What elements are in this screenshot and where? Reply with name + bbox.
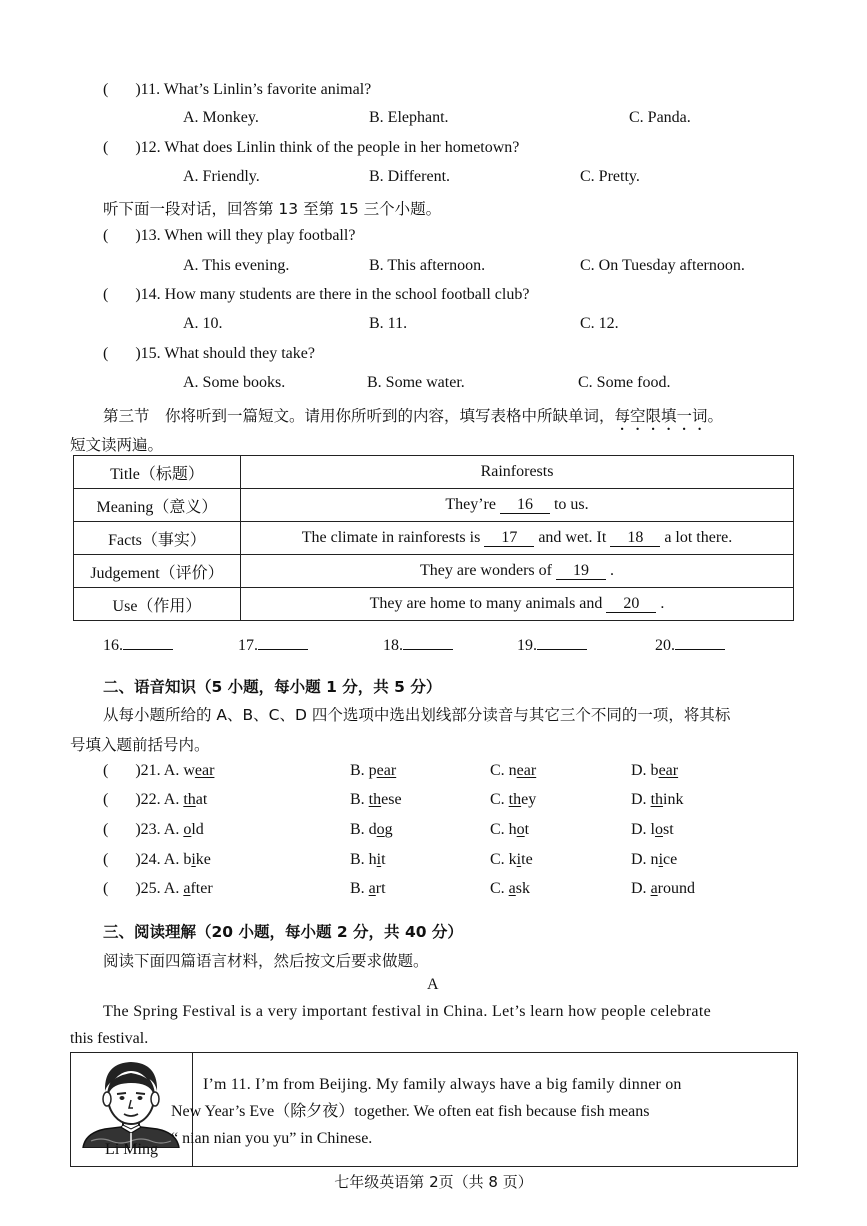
option-underlined: th <box>368 791 382 808</box>
answer-19[interactable] <box>517 637 587 655</box>
blank-17[interactable]: 17 <box>484 530 534 547</box>
question-number: )24. A. <box>135 851 184 868</box>
option-pre: B. d <box>350 821 377 838</box>
text: . <box>609 562 614 579</box>
option-underlined: a <box>368 880 376 897</box>
phonetics-question <box>103 851 211 869</box>
option-d[interactable] <box>631 762 678 780</box>
option-a-post: fter <box>190 880 213 897</box>
option-pre: C. k <box>490 851 517 868</box>
option-post: round <box>657 880 695 897</box>
option-b[interactable]: B. This afternoon. <box>369 257 486 274</box>
answer-number: 20. <box>655 637 675 654</box>
option-pre: B. h <box>350 851 377 868</box>
option-a-underlined: i <box>191 851 196 868</box>
table-row <box>74 456 794 489</box>
table-row <box>74 588 794 621</box>
option-a-underlined: th <box>183 791 196 808</box>
option-c[interactable] <box>490 762 536 780</box>
option-d[interactable] <box>631 821 674 839</box>
option-a[interactable]: A. Some books. <box>183 374 286 391</box>
reading-instruction: 阅读下面四篇语言材料，然后按文后要求做题。 <box>103 952 429 970</box>
option-post: t <box>381 851 386 868</box>
answer-paren[interactable]: ( <box>103 286 109 303</box>
answer-paren[interactable]: ( <box>103 81 109 98</box>
question-number: )22. A. <box>135 791 184 808</box>
row-value <box>241 588 794 621</box>
option-post: sk <box>515 880 531 897</box>
answer-number: 17. <box>238 637 258 654</box>
blank-18[interactable]: 18 <box>610 530 660 547</box>
row-value <box>241 522 794 555</box>
option-underlined: i <box>376 851 382 868</box>
question-11 <box>103 81 371 99</box>
option-underlined: a <box>508 880 516 897</box>
question-text: )11. What’s Linlin’s favorite animal? <box>135 81 372 98</box>
option-c[interactable] <box>490 791 536 809</box>
option-a[interactable]: A. Friendly. <box>183 168 260 185</box>
option-underlined: i <box>658 851 664 868</box>
phonetics-instruction: 从每小题所给的 A、B、C、D 四个选项中选出划线部分读音与其它三个不同的一项，将其标 <box>103 706 731 724</box>
option-pre: C. h <box>490 821 517 838</box>
option-a[interactable]: A. Monkey. <box>183 109 259 126</box>
phonetics-question <box>103 762 214 780</box>
option-d[interactable] <box>631 880 695 898</box>
section3-instruction-2: 短文读两遍。 <box>70 436 164 454</box>
option-d[interactable] <box>631 791 683 809</box>
option-underlined: th <box>508 791 522 808</box>
option-underlined: th <box>650 791 664 808</box>
rainforest-table <box>73 455 794 621</box>
row-value <box>241 555 794 588</box>
blank-20[interactable]: 20 <box>606 596 656 613</box>
option-post: ese <box>381 791 402 808</box>
row-label: Judgement（评价） <box>74 555 241 588</box>
option-b[interactable]: B. 11. <box>369 315 408 332</box>
answer-paren[interactable]: ( <box>103 762 109 779</box>
profile-card <box>70 1052 798 1167</box>
option-a-post: at <box>195 791 208 808</box>
option-a-post: ke <box>195 851 211 868</box>
option-c[interactable]: C. Pretty. <box>580 168 640 185</box>
option-underlined: a <box>650 880 658 897</box>
blank-19[interactable]: 19 <box>556 563 606 580</box>
section3-text: 第三节 你将听到一篇短文。请用你所听到的内容，填写表格中所缺单词， <box>103 407 615 425</box>
text: The climate in rainforests is <box>301 529 481 546</box>
section3-instruction <box>103 404 723 434</box>
text: and wet. It <box>538 529 607 546</box>
phonetics-question <box>103 791 207 809</box>
option-a-underlined: a <box>183 880 191 897</box>
option-pre: D. l <box>631 821 655 838</box>
text: They are wonders of <box>420 562 552 579</box>
question-text: )14. How many students are there in the school football club? <box>135 286 530 303</box>
passage-letter: A <box>427 976 439 993</box>
text: They’re <box>445 496 496 513</box>
answer-paren[interactable]: ( <box>103 791 109 808</box>
answer-number: 16. <box>103 637 123 654</box>
blank-16[interactable]: 16 <box>500 497 550 514</box>
option-b[interactable] <box>350 762 396 780</box>
option-pre: B. <box>350 880 369 897</box>
answer-18[interactable] <box>383 637 453 655</box>
option-b[interactable]: B. Different. <box>369 168 451 185</box>
option-pre: D. <box>631 880 651 897</box>
option-b[interactable] <box>350 851 386 869</box>
question-number: )21. A. <box>135 762 184 779</box>
option-b[interactable] <box>350 880 386 898</box>
option-pre: C. <box>490 880 509 897</box>
option-c[interactable]: C. On Tuesday afternoon. <box>580 257 745 274</box>
option-d[interactable] <box>631 851 677 869</box>
table-row <box>74 522 794 555</box>
option-c[interactable]: C. Some food. <box>578 374 671 391</box>
option-post: g <box>384 821 393 838</box>
profile-line: I’m 11. I’m from Beijing. My family always have a big family dinner on <box>203 1076 682 1093</box>
answer-paren[interactable]: ( <box>103 851 109 868</box>
text: They are home to many animals and <box>369 595 603 612</box>
row-label: Meaning（意义） <box>74 489 241 522</box>
option-underlined: ear <box>516 762 537 779</box>
option-c[interactable] <box>490 851 533 869</box>
answer-20[interactable] <box>655 637 725 655</box>
section3-end: 。 <box>707 407 724 425</box>
phonetics-question <box>103 880 213 898</box>
option-a[interactable]: A. 10. <box>183 315 223 332</box>
text: a lot there. <box>664 529 733 546</box>
answer-paren[interactable]: ( <box>103 345 109 362</box>
option-a-underlined: o <box>183 821 192 838</box>
passage-intro: The Spring Festival is a very important festival in China. Let’s learn how people celebrate <box>103 1003 712 1020</box>
question-text: )13. When will they play football? <box>135 227 356 244</box>
answer-number: 18. <box>383 637 403 654</box>
answer-17[interactable] <box>238 637 308 655</box>
option-post: st <box>663 821 674 838</box>
question-14 <box>103 286 529 304</box>
option-underlined: ear <box>376 762 397 779</box>
question-text: )15. What should they take? <box>135 345 315 362</box>
option-underlined: o <box>376 821 385 838</box>
option-post: t <box>524 821 530 838</box>
option-a[interactable]: A. This evening. <box>183 257 290 274</box>
option-underlined: o <box>655 821 663 838</box>
option-b[interactable] <box>350 821 393 839</box>
option-pre: B. p <box>350 762 377 779</box>
text: to us. <box>553 496 589 513</box>
option-b[interactable] <box>350 791 402 809</box>
page-footer: 七年级英语第 2页（共 8 页） <box>334 1173 533 1191</box>
profile-text <box>171 1071 789 1152</box>
row-value: Rainforests <box>241 456 794 489</box>
option-post: ey <box>521 791 537 808</box>
phonetics-instruction-2: 号填入题前括号内。 <box>70 736 210 754</box>
option-c[interactable] <box>490 821 529 839</box>
profile-line: New Year’s Eve（除夕夜）together. We often eat fish because fish means <box>171 1103 650 1120</box>
option-pre: B. <box>350 791 369 808</box>
dialog-instruction: 听下面一段对话，回答第 13 至第 15 三个小题。 <box>103 200 442 218</box>
section3-emphasis: 每空限填一词 <box>614 407 708 425</box>
option-pre: C. n <box>490 762 517 779</box>
question-text: )12. What does Linlin think of the people in her hometown? <box>135 139 520 156</box>
table-row <box>74 489 794 522</box>
answer-number: 19. <box>517 637 537 654</box>
option-a-pre: b <box>183 851 192 868</box>
question-12 <box>103 139 519 157</box>
profile-line: “ nian nian you yu” in Chinese. <box>171 1130 373 1147</box>
option-pre: D. b <box>631 762 659 779</box>
option-a-post: ld <box>191 821 204 838</box>
option-pre: C. <box>490 791 509 808</box>
question-number: )23. A. <box>135 821 184 838</box>
answer-paren[interactable]: ( <box>103 139 109 156</box>
option-post: te <box>521 851 533 868</box>
option-underlined: i <box>516 851 522 868</box>
row-label: Use（作用） <box>74 588 241 621</box>
option-b[interactable]: B. Elephant. <box>369 109 449 126</box>
table-row <box>74 555 794 588</box>
reading-heading: 三、阅读理解（20 小题，每小题 2 分，共 40 分） <box>103 923 463 941</box>
option-c[interactable]: C. 12. <box>580 315 619 332</box>
answer-paren[interactable]: ( <box>103 821 109 838</box>
option-post: rt <box>375 880 386 897</box>
question-number: )25. A. <box>135 880 184 897</box>
phonetics-heading: 二、语音知识（5 小题，每小题 1 分，共 5 分） <box>103 678 442 696</box>
option-a-pre: w <box>183 762 195 779</box>
row-label: Title（标题） <box>74 456 241 489</box>
option-pre: D. <box>631 791 651 808</box>
passage-intro-2: this festival. <box>70 1030 149 1047</box>
option-underlined: o <box>516 821 525 838</box>
option-a-underlined: ear <box>194 762 215 779</box>
option-post: ce <box>663 851 678 868</box>
option-underlined: ear <box>658 762 679 779</box>
text: . <box>660 595 665 612</box>
option-b[interactable]: B. Some water. <box>367 374 465 391</box>
person-name: Li Ming <box>105 1141 158 1158</box>
option-c[interactable] <box>490 880 530 898</box>
answer-16[interactable] <box>103 637 173 655</box>
question-13 <box>103 227 355 245</box>
answer-paren[interactable]: ( <box>103 227 109 244</box>
row-label: Facts（事实） <box>74 522 241 555</box>
option-c[interactable]: C. Panda. <box>629 109 691 126</box>
option-pre: D. n <box>631 851 659 868</box>
row-value <box>241 489 794 522</box>
phonetics-question <box>103 821 204 839</box>
option-post: ink <box>663 791 684 808</box>
answer-paren[interactable]: ( <box>103 880 109 897</box>
question-15 <box>103 345 315 363</box>
